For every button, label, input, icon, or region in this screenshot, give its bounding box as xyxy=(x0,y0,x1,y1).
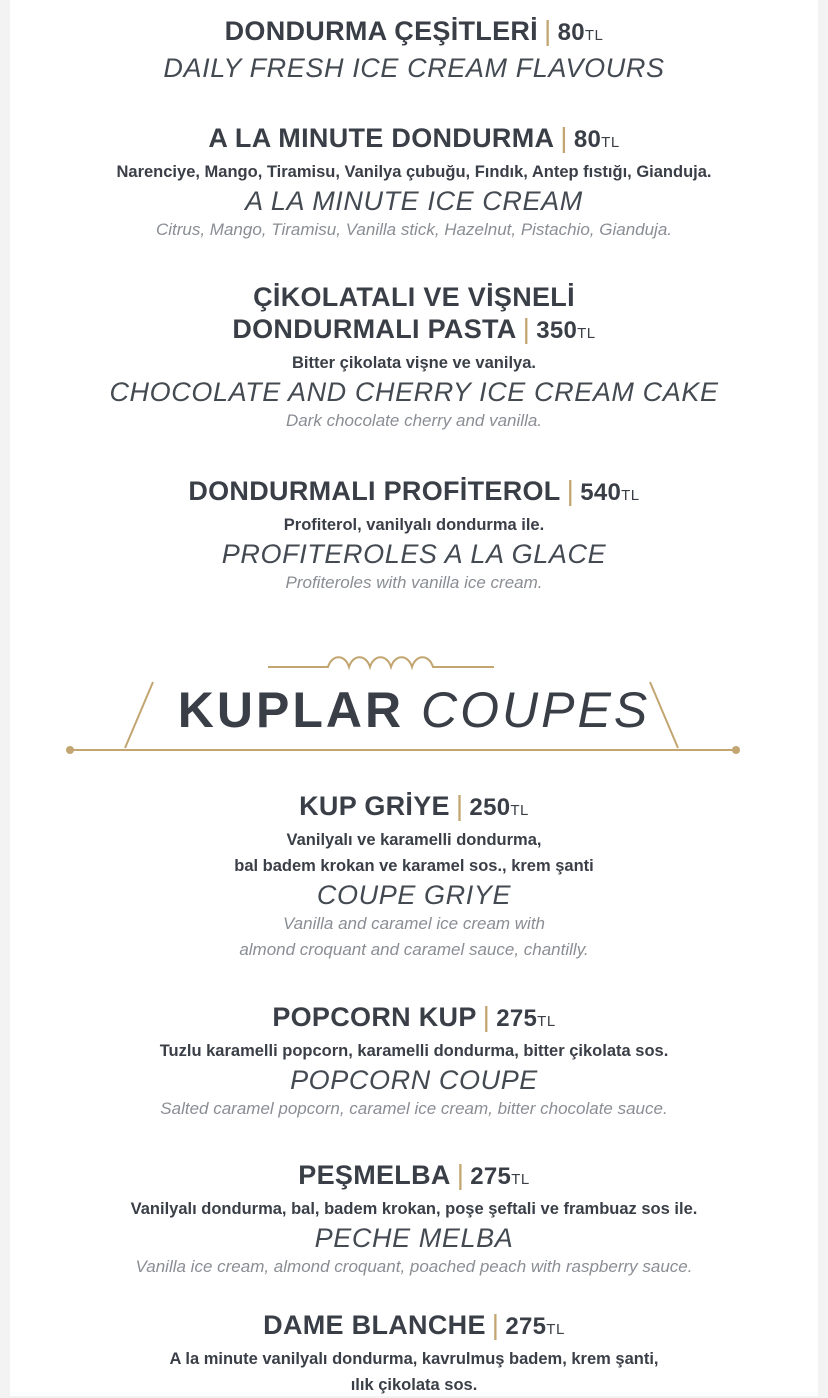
item-english-description-line: almond croquant and caramel sauce, chantilly. xyxy=(239,940,589,959)
item-name-line: ÇİKOLATALI VE VİŞNELİ xyxy=(253,282,575,312)
item-price: 350 xyxy=(536,317,578,344)
currency-label: TL xyxy=(510,802,529,819)
section-title xyxy=(10,680,818,740)
item-name: PEŞMELBA | 275TL xyxy=(298,1159,530,1190)
currency-label: TL xyxy=(537,1013,556,1030)
currency-label: TL xyxy=(577,325,596,342)
currency-label: TL xyxy=(601,134,620,151)
item-english-name: CHOCOLATE AND CHERRY ICE CREAM CAKE xyxy=(109,377,719,407)
item-description-line: Vanilyalı ve karamelli dondurma, xyxy=(286,831,542,849)
item-price: 275 xyxy=(505,1313,547,1340)
item-name: POPCORN KUP | 275TL xyxy=(272,1001,556,1032)
item-name: DONDURMALI PASTA | 350TL xyxy=(232,313,596,344)
currency-label: TL xyxy=(584,27,604,44)
item-name: DAME BLANCHE | 275TL xyxy=(263,1309,565,1340)
menu-item-kup-griye xyxy=(10,790,818,963)
currency-label: TL xyxy=(511,1171,530,1188)
item-english-description: Salted caramel popcorn, caramel ice cream, bitter chocolate sauce. xyxy=(160,1099,668,1118)
menu-page xyxy=(10,0,818,1396)
item-name: DONDURMALI PROFİTEROL | 540TL xyxy=(188,475,640,506)
item-name: DONDURMA ÇEŞİTLERİ | 80TL xyxy=(224,15,604,46)
item-price: 275 xyxy=(470,1163,512,1190)
item-english-name: PROFITEROLES A LA GLACE xyxy=(221,539,607,569)
item-english-description: Citrus, Mango, Tiramisu, Vanilla stick, Hazelnut, Pistachio, Gianduja. xyxy=(155,220,673,239)
menu-item-dame-blanche xyxy=(10,1309,818,1398)
item-description-line: bal badem krokan ve karamel sos., krem şanti xyxy=(234,857,594,875)
item-english-description-line: Vanilla and caramel ice cream with xyxy=(282,914,546,933)
menu-item-a-la-minute xyxy=(10,122,818,243)
item-description-line: ılık çikolata sos. xyxy=(350,1376,478,1394)
item-english-description: Dark chocolate cherry and vanilla. xyxy=(285,411,543,430)
menu-item-profiterol xyxy=(10,475,818,596)
item-english-name: COUPE GRIYE xyxy=(316,880,512,910)
item-price: 250 xyxy=(469,794,511,821)
item-description: Bitter çikolata vişne ve vanilya. xyxy=(292,354,536,372)
item-english-name: PECHE MELBA xyxy=(314,1223,514,1253)
item-english-description: Vanilla ice cream, almond croquant, poached peach with raspberry sauce. xyxy=(135,1257,693,1276)
item-price: 275 xyxy=(496,1005,538,1032)
item-description: Profiterol, vanilyalı dondurma ile. xyxy=(283,516,545,534)
currency-label: TL xyxy=(546,1321,565,1338)
item-description: Tuzlu karamelli popcorn, karamelli dondurma, bitter çikolata sos. xyxy=(159,1042,669,1060)
section-title-tr: KUPLAR xyxy=(177,682,405,738)
item-price: 80 xyxy=(557,19,585,46)
currency-label: TL xyxy=(621,487,640,504)
section-title-en: COUPES xyxy=(421,682,651,738)
item-english-name: A LA MINUTE ICE CREAM xyxy=(245,186,583,216)
item-english-description: Profiteroles with vanilla ice cream. xyxy=(285,573,543,592)
item-name: A LA MINUTE DONDURMA | 80TL xyxy=(208,122,620,153)
item-english-name: POPCORN COUPE xyxy=(290,1065,538,1095)
menu-item-pesmelba xyxy=(10,1159,818,1280)
item-name: KUP GRİYE | 250TL xyxy=(299,790,529,821)
item-english-name: DAILY FRESH ICE CREAM FLAVOURS xyxy=(163,53,665,83)
item-price: 540 xyxy=(580,479,622,506)
ornament-dot-right xyxy=(732,746,740,754)
ornament-dot-left xyxy=(66,746,74,754)
menu-item-cikolatali-pasta xyxy=(10,281,818,434)
menu-item-dondurma-cesitleri xyxy=(10,15,818,84)
item-description: Vanilyalı dondurma, bal, badem krokan, poşe şeftali ve frambuaz sos ile. xyxy=(130,1200,698,1218)
item-price: 80 xyxy=(573,126,602,153)
item-description-line: A la minute vanilyalı dondurma, kavrulmuş badem, krem şanti, xyxy=(169,1350,659,1368)
menu-item-popcorn-kup xyxy=(10,1001,818,1122)
item-description: Narenciye, Mango, Tiramisu, Vanilya çubuğu, Fındık, Antep fıstığı, Gianduja. xyxy=(116,163,712,181)
